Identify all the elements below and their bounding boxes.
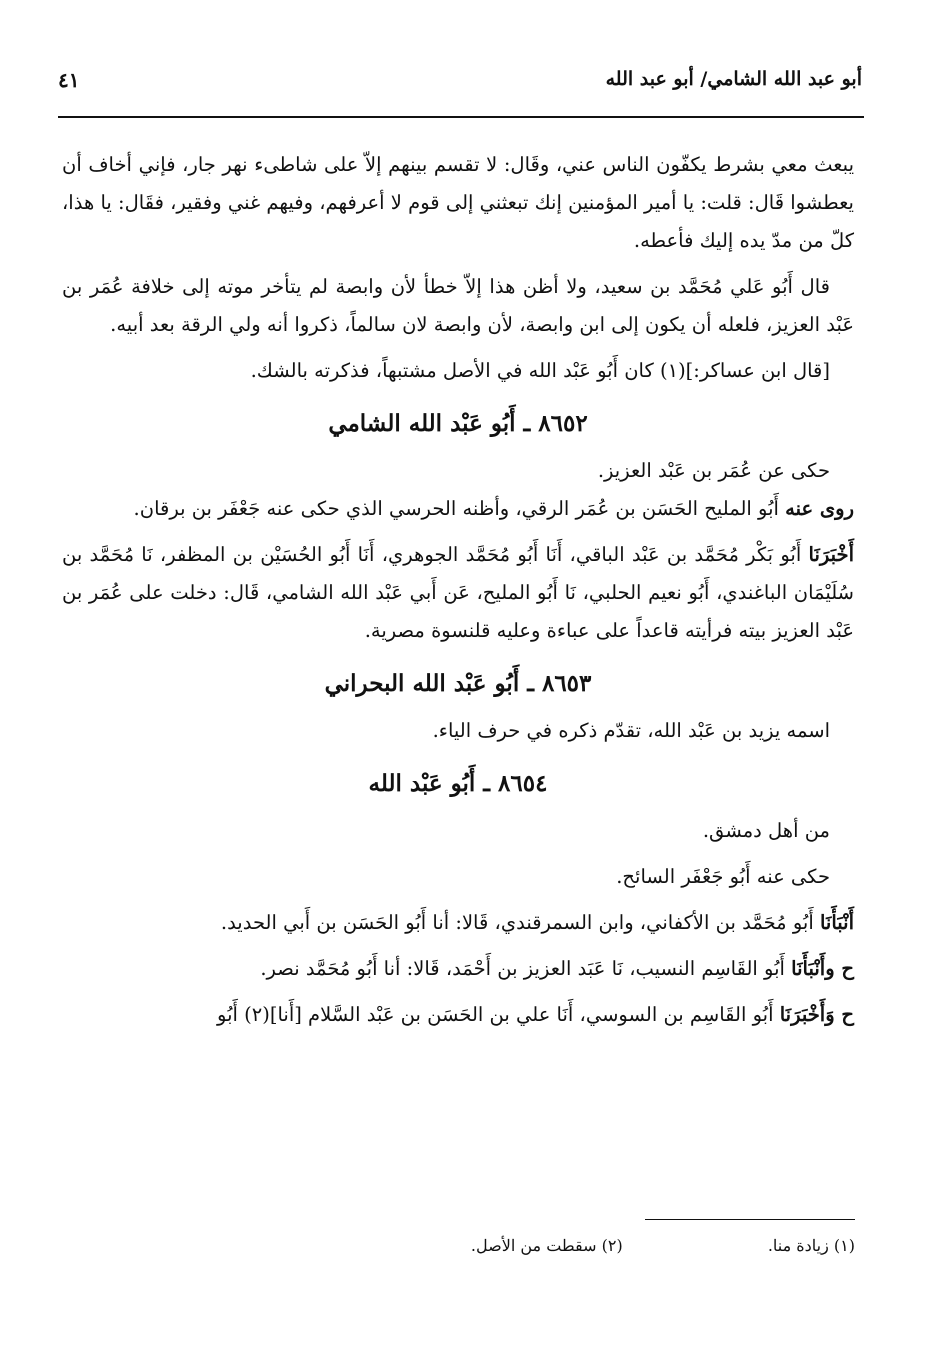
entry-8654-isnad [62,950,854,988]
isnad-text: أَبُو بَكْر مُحَمَّد بن عَبْد الباقي، أَنَا أَبُو مُحَمَّد الجوهري، أَنَا أَبُو الحُسَيْن بن المظفر، نَا مُحَمَّد بن سُلَيْمَان الباغندي، أَبُو نعيم الحلبي، نَا أَبُو المليح، عَن أَبي عَبْد الله الشامي، قَال: دخلت على عُمَر بن عَبْد العزيز بيته فرأيته قاعداً على عباءة وعليه قلنسوة مصرية. [62,543,854,642]
entry-8654-line: حكى عنه أَبُو جَعْفَر السائح. [616,865,830,888]
entry-title-8653: ٨٦٥٣ ـ أَبُو عَبْد الله البحراني [324,670,592,697]
footnote-rule [645,1219,855,1220]
entry-8654-isnad [62,904,854,942]
isnad-keyword: ح وأَنْبَأَنَا [791,957,854,980]
entry-title-8652: ٨٦٥٢ ـ أَبُو عَبْد الله الشامي [328,410,588,437]
footnote-1: (١) زيادة منا. [767,1236,855,1255]
header-rule [58,116,864,118]
entry-title-8654: ٨٦٥٤ ـ أَبُو عَبْد الله [368,770,548,797]
entry-8652-isnad [62,536,854,650]
running-title: أبو عبد الله الشامي/ أبو عبد الله [605,68,862,90]
entry-8652-narration [62,490,854,528]
narration-keyword: روى عنه [785,497,854,520]
footnotes [295,1236,855,1255]
entry-8654-isnad [62,996,854,1034]
paragraph-commentary: قال أَبُو عَلي مُحَمَّد بن سعيد، ولا أظن هذا إلاّ خطأ لأن وابصة لم يتأخر موته إلى خلافة عُمَر بن عَبْد العزيز، فلعله أن يكون إلى ابن وابصة، لأن وابصة لان سالماً، ذكروا أنه ولي الرقة بعد أبيه. [62,275,854,336]
isnad-keyword: ح وَأَخْبَرَنَا [779,1003,854,1026]
footnote-2: (٢) سقطت من الأصل. [470,1236,623,1255]
entry-8654-line: من أهل دمشق. [702,819,830,842]
entry-8652-line: حكى عن عُمَر بن عَبْد العزيز. [597,459,830,482]
isnad-keyword: أَنْبَأَنَا [819,911,854,934]
page-number: ٤١ [58,68,80,92]
narration-text: أَبُو المليح الحَسَن بن عُمَر الرقي، وأظنه الحرسي الذي حكى عنه جَعْفَر بن برقان. [133,497,786,520]
isnad-keyword: أَخْبَرَنَا [808,543,854,566]
isnad-text: أَبُو مُحَمَّد بن الأكفاني، وابن السمرقندي، قَالا: أنا أَبُو الحَسَن بن أَبي الحديد. [220,911,820,934]
page-header [58,68,862,108]
main-text [62,146,854,1034]
paragraph-continuation: يبعث معي بشرط يكفّون الناس عني، وقَال: لا تقسم بينهم إلاّ على شاطىء نهر جار، فإني أخاف أن يعطشوا قَال: قلت: يا أمير المؤمنين إنك تبعثني إلى قوم لا أعرفهم، وفيهم غني وفقير، فقَال: يا هذا، كلّ من مدّ يده إليك فأعطه. [62,153,854,252]
isnad-text: أَبُو القَاسِم النسيب، نَا عَبَد العزيز بن أَحْمَد، قَالا: أنا أَبُو مُحَمَّد نصر. [260,957,792,980]
isnad-text: أَبُو القَاسِم بن السوسي، أَنَا علي بن الحَسَن بن عَبْد السَّلام [أَنا](٢) أَبُو [217,1003,780,1026]
entry-8653-line: اسمه يزيد بن عَبْد الله، تقدّم ذكره في حرف الياء. [432,719,830,742]
paragraph-ibn-asakir-note: [قال ابن عساكر:](١) كان أَبُو عَبْد الله في الأصل مشتبهاً، فذكرته بالشك. [250,359,830,382]
